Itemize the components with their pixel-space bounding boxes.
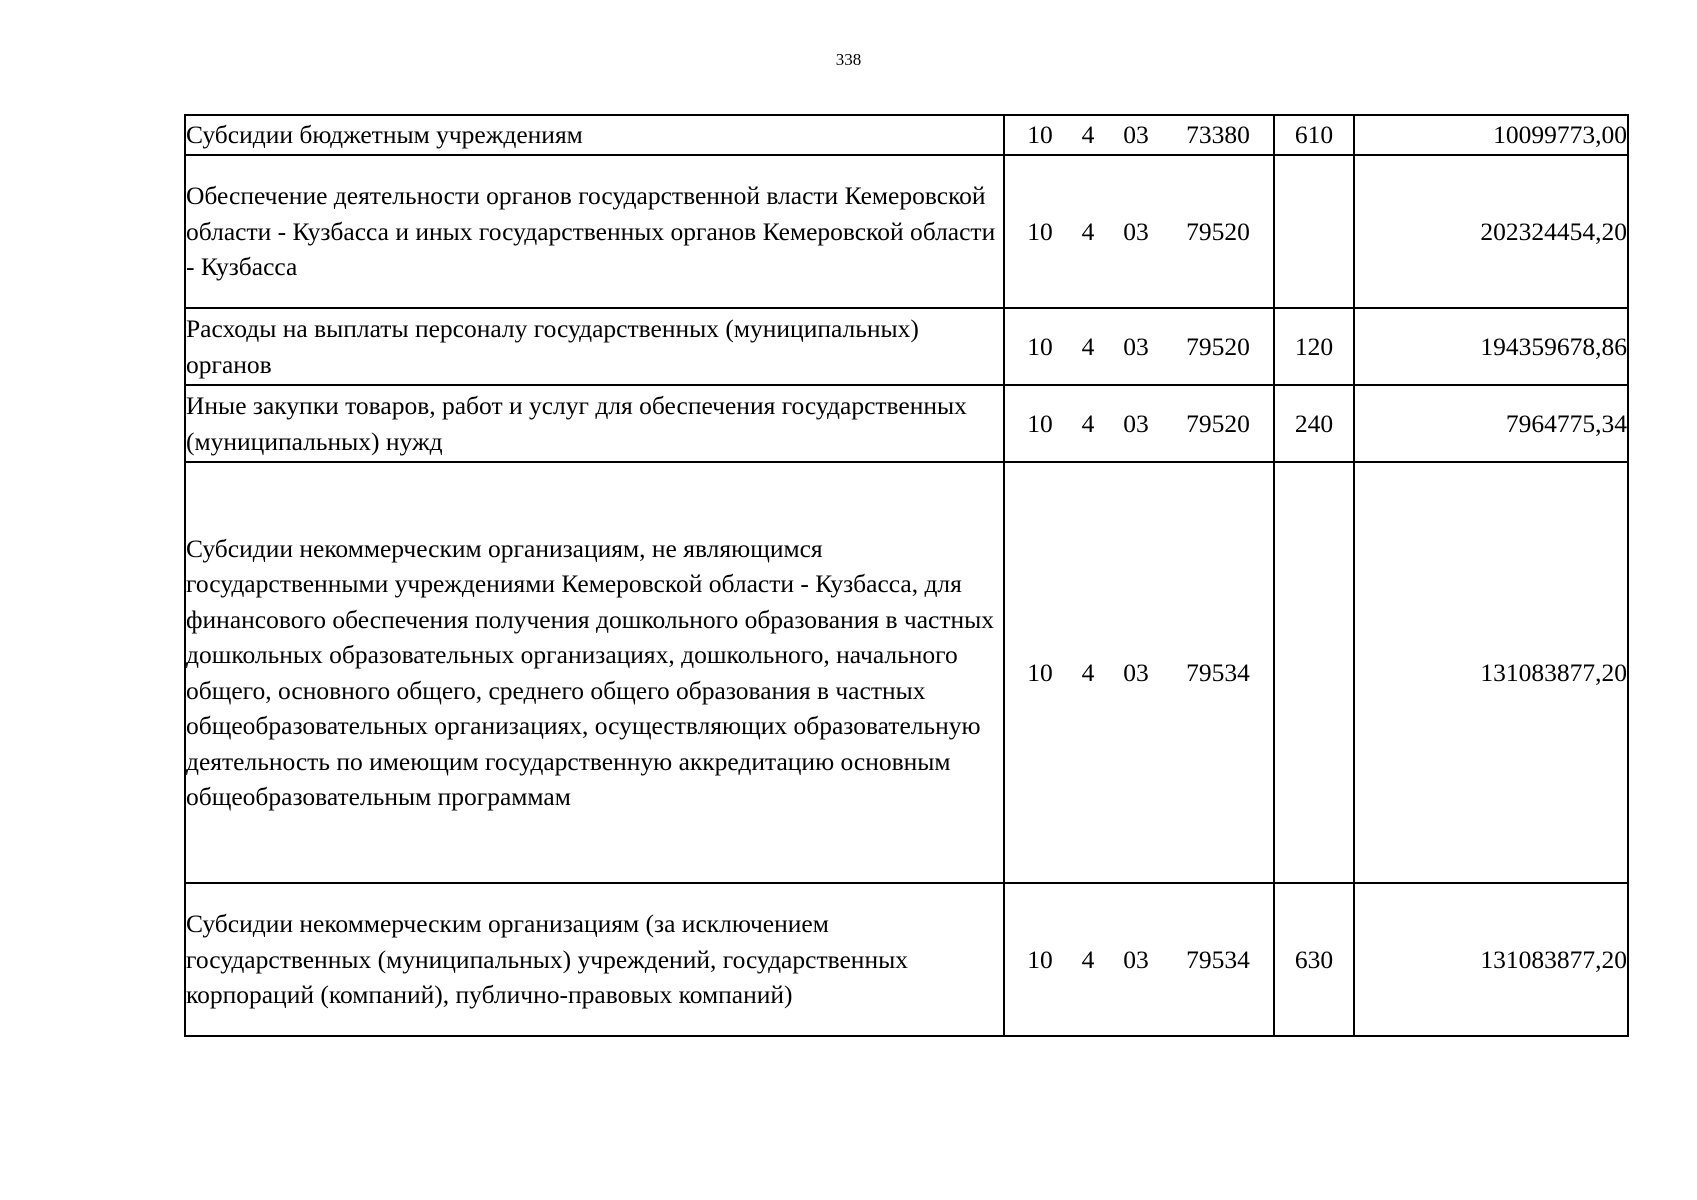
subsection-code: 4 — [1081, 944, 1095, 974]
amount-value: 10099773,00 — [1354, 115, 1628, 155]
row-description: Субсидии некоммерческим организациям (за исключением государственных (муниципальных) учреждений, государственных корпораций (компаний), публично-правовых компаний) — [185, 883, 1004, 1036]
table-row — [185, 462, 1628, 883]
page-number: 338 — [835, 50, 862, 69]
row-description: Обеспечение деятельности органов государственной власти Кемеровской области - Кузбасса и иных государственных органов Кемеровской области - Кузбасса — [185, 155, 1004, 308]
expense-type-code: 120 — [1274, 308, 1354, 385]
program-code: 79520 — [1186, 216, 1250, 246]
item-code: 03 — [1123, 944, 1149, 974]
row-description: Субсидии бюджетным учреждениям — [185, 115, 1004, 155]
table-row — [185, 155, 1628, 308]
expense-type-code — [1274, 155, 1354, 308]
section-code: 10 — [1027, 408, 1053, 438]
section-code: 10 — [1027, 657, 1053, 687]
program-code: 73380 — [1186, 120, 1250, 150]
row-codes — [1004, 155, 1274, 308]
program-code: 79534 — [1186, 657, 1250, 687]
amount-value: 194359678,86 — [1354, 308, 1628, 385]
item-code: 03 — [1123, 331, 1149, 361]
table-row — [185, 115, 1628, 155]
program-code: 79534 — [1186, 944, 1250, 974]
row-description: Расходы на выплаты персоналу государственных (муниципальных) органов — [185, 308, 1004, 385]
row-codes — [1004, 883, 1274, 1036]
section-code: 10 — [1027, 331, 1053, 361]
section-code: 10 — [1027, 216, 1053, 246]
subsection-code: 4 — [1081, 657, 1095, 687]
row-description: Иные закупки товаров, работ и услуг для обеспечения государственных (муниципальных) нужд — [185, 385, 1004, 462]
item-code: 03 — [1123, 408, 1149, 438]
expense-type-code: 610 — [1274, 115, 1354, 155]
subsection-code: 4 — [1081, 216, 1095, 246]
section-code: 10 — [1027, 120, 1053, 150]
item-code: 03 — [1123, 657, 1149, 687]
table-row — [185, 308, 1628, 385]
item-code: 03 — [1123, 120, 1149, 150]
row-description: Субсидии некоммерческим организациям, не являющимся государственными учреждениями Кемеровской области - Кузбасса, для финансового обеспечения получения дошкольного образования в частных дошкольных образовательных организациях, дошкольного, начального общего, основного общего, среднего общего образования в частных общеобразовательных организациях, осуществляющих образовательную деятельность по имеющим государственную аккредитацию основным общеобразовательным программам — [185, 462, 1004, 883]
table-row — [185, 883, 1628, 1036]
expense-type-code — [1274, 462, 1354, 883]
row-codes — [1004, 308, 1274, 385]
expense-type-code: 240 — [1274, 385, 1354, 462]
table-row — [185, 385, 1628, 462]
amount-value: 7964775,34 — [1354, 385, 1628, 462]
row-codes — [1004, 115, 1274, 155]
row-codes — [1004, 462, 1274, 883]
amount-value: 202324454,20 — [1354, 155, 1628, 308]
row-codes — [1004, 385, 1274, 462]
subsection-code: 4 — [1081, 120, 1095, 150]
item-code: 03 — [1123, 216, 1149, 246]
amount-value: 131083877,20 — [1354, 462, 1628, 883]
section-code: 10 — [1027, 944, 1053, 974]
subsection-code: 4 — [1081, 331, 1095, 361]
budget-table — [184, 114, 1629, 1037]
subsection-code: 4 — [1081, 408, 1095, 438]
program-code: 79520 — [1186, 331, 1250, 361]
amount-value: 131083877,20 — [1354, 883, 1628, 1036]
expense-type-code: 630 — [1274, 883, 1354, 1036]
program-code: 79520 — [1186, 408, 1250, 438]
